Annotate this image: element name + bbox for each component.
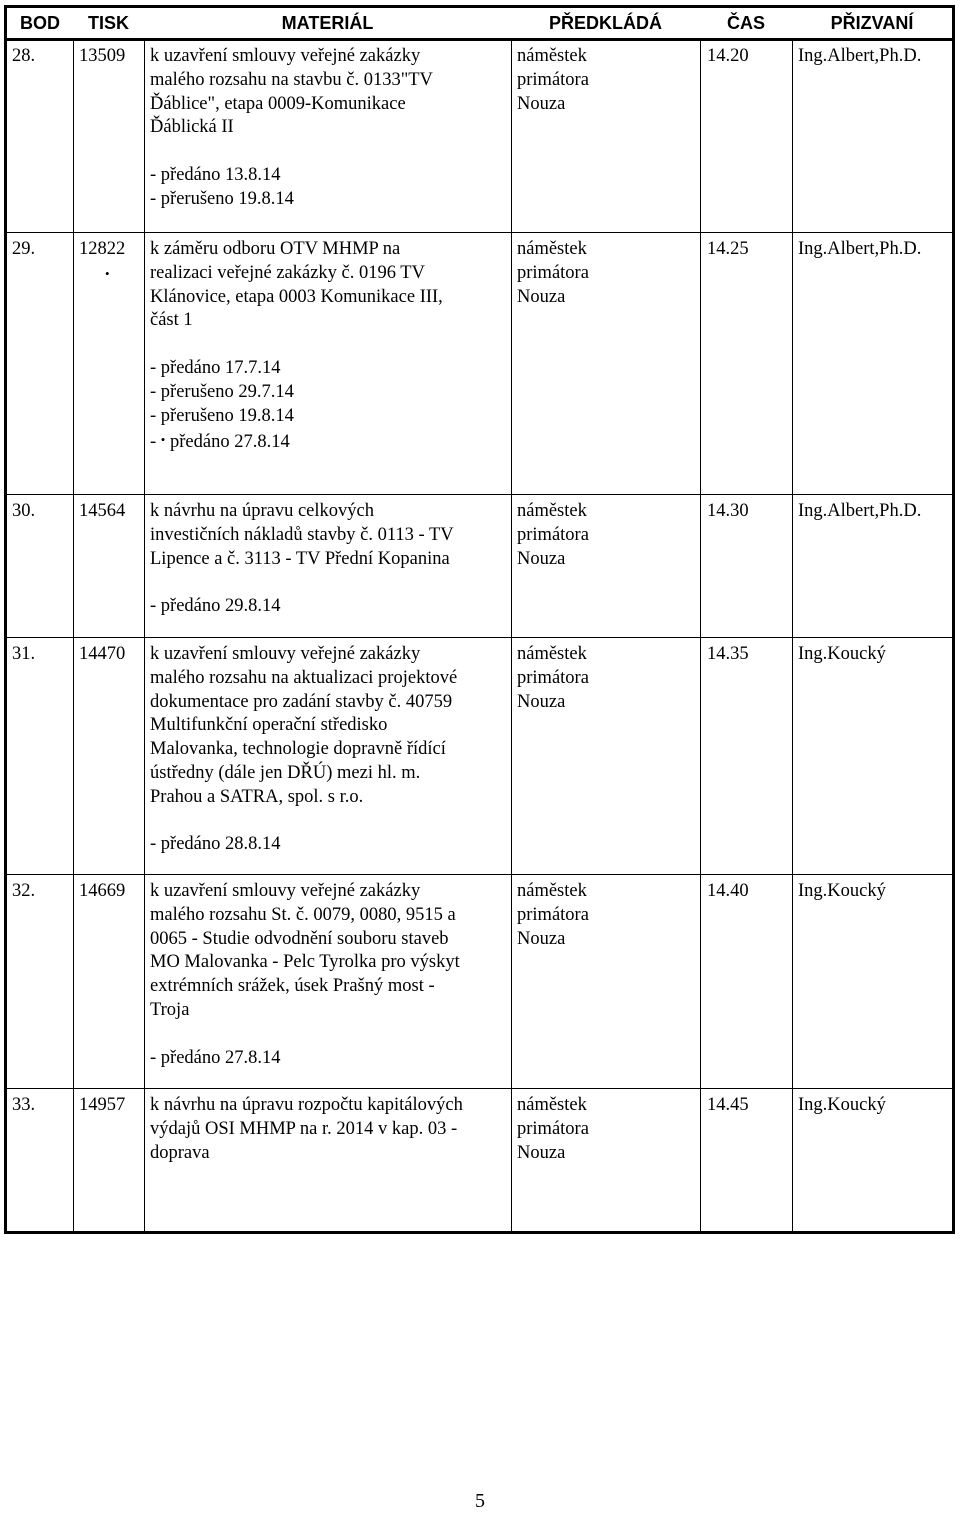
- table-row: [7, 41, 952, 232]
- bullet-mark: •: [160, 432, 166, 448]
- predklada-cell: [517, 500, 589, 571]
- material-line: Klánovice, etapa 0003 Komunikace III,: [150, 286, 443, 307]
- material-line: k uzavření smlouvy veřejné zakázky: [150, 644, 421, 664]
- table-row: [7, 874, 952, 1089]
- material-cell: [150, 500, 454, 619]
- material-line: výdajů OSI MHMP na r. 2014 v kap. 03 -: [150, 1118, 458, 1139]
- material-line: dokumentace pro zadání stavby č. 40759: [150, 691, 453, 712]
- predklada-line: náměstek: [517, 501, 587, 521]
- predklada-cell: [517, 238, 589, 309]
- bod-cell: 30.: [12, 501, 36, 521]
- material-line: k záměru odboru OTV MHMP na: [150, 239, 401, 259]
- predklada-line: Nouza: [517, 691, 566, 712]
- predklada-line: náměstek: [517, 239, 587, 259]
- predklada-cell: [517, 643, 589, 714]
- predklada-cell: [517, 880, 589, 951]
- predklada-line: Nouza: [517, 928, 566, 949]
- material-cell: [150, 238, 443, 455]
- material-line: realizaci veřejné zakázky č. 0196 TV: [150, 262, 425, 283]
- material-line: investičních nákladů stavby č. 0113 - TV: [150, 524, 454, 545]
- predklada-line: Nouza: [517, 93, 566, 114]
- cas-cell: 14.20: [707, 46, 749, 66]
- material-cell: [150, 1094, 463, 1165]
- material-line: Multifunkční operační středisko: [150, 715, 388, 736]
- material-line: extrémních srážek, úsek Prašný most -: [150, 976, 435, 997]
- tisk-cell: 14470: [79, 644, 126, 664]
- tisk-cell: 14669: [79, 881, 126, 901]
- material-line: MO Malovanka - Pelc Tyrolka pro výskyt: [150, 952, 460, 973]
- material-line: k uzavření smlouvy veřejné zakázky: [150, 881, 421, 901]
- material-line: Troja: [150, 999, 190, 1020]
- material-line: k návrhu na úpravu celkových: [150, 501, 374, 521]
- prizvani-cell: Ing.Koucký: [798, 881, 886, 901]
- bod-cell: 29.: [12, 239, 36, 259]
- material-line: doprava: [150, 1142, 210, 1163]
- material-line: Prahou a SATRA, spol. s r.o.: [150, 786, 364, 807]
- bod-cell: 31.: [12, 644, 36, 664]
- note-dash: -: [150, 432, 157, 453]
- agenda-table: [4, 5, 955, 1234]
- table-row: [7, 232, 952, 495]
- prizvani-cell: Ing.Albert,Ph.D.: [798, 501, 922, 521]
- material-line: malého rozsahu na aktualizaci projektové: [150, 667, 458, 688]
- predklada-line: náměstek: [517, 881, 587, 901]
- prizvani-cell: Ing.Albert,Ph.D.: [798, 46, 922, 66]
- status-note: - předáno 13.8.14: [150, 164, 281, 185]
- bod-cell: 28.: [12, 46, 36, 66]
- bod-cell: 33.: [12, 1095, 36, 1115]
- predklada-line: primátora: [517, 524, 589, 545]
- predklada-line: primátora: [517, 667, 589, 688]
- tisk-number: 12822: [79, 239, 126, 259]
- material-line: ústředny (dále jen DŘÚ) mezi hl. m.: [150, 762, 421, 783]
- predklada-line: náměstek: [517, 644, 587, 664]
- predklada-line: primátora: [517, 904, 589, 925]
- prizvani-cell: Ing.Koucký: [798, 644, 886, 664]
- page-number: 5: [475, 1490, 485, 1512]
- predklada-line: primátora: [517, 69, 589, 90]
- prizvani-cell: Ing.Albert,Ph.D.: [798, 239, 922, 259]
- header-prizvani: PŘIZVANÍ: [830, 13, 914, 33]
- table-row: [7, 1088, 952, 1232]
- header-cas: ČAS: [726, 13, 765, 33]
- material-line: Ďáblická II: [150, 117, 234, 138]
- material-line: malého rozsahu St. č. 0079, 0080, 9515 a: [150, 904, 456, 925]
- status-note: - předáno 17.7.14: [150, 357, 281, 378]
- note-text: předáno 27.8.14: [169, 432, 290, 453]
- material-line: část 1: [150, 310, 193, 331]
- predklada-line: náměstek: [517, 46, 587, 66]
- table-row: [7, 637, 952, 875]
- tisk-cell: 14564: [79, 501, 126, 521]
- material-line: k návrhu na úpravu rozpočtu kapitálových: [150, 1095, 463, 1115]
- material-cell: [150, 643, 457, 857]
- material-cell: [150, 45, 433, 212]
- table-header: [7, 8, 952, 41]
- header-material: MATERIÁL: [281, 13, 374, 33]
- header-bod: BOD: [20, 13, 60, 33]
- material-line: Ďáblice", etapa 0009-Komunikace: [150, 93, 406, 114]
- predklada-line: primátora: [517, 1118, 589, 1139]
- cas-cell: 14.45: [707, 1095, 749, 1115]
- predklada-line: Nouza: [517, 1142, 566, 1163]
- cas-cell: 14.40: [707, 881, 749, 901]
- material-cell: [150, 880, 460, 1070]
- header-predklada: PŘEDKLÁDÁ: [548, 13, 662, 33]
- tisk-cell: 14957: [79, 1095, 126, 1115]
- status-note: - přerušeno 19.8.14: [150, 405, 294, 426]
- material-line: malého rozsahu na stavbu č. 0133"TV: [150, 69, 433, 90]
- table-row: [7, 494, 952, 638]
- tisk-cell: 13509: [79, 46, 126, 66]
- status-note: - přerušeno 29.7.14: [150, 381, 294, 402]
- status-note: - předáno 29.8.14: [150, 596, 281, 617]
- predklada-cell: [517, 45, 589, 116]
- material-line: 0065 - Studie odvodnění souboru staveb: [150, 928, 449, 949]
- material-line: Malovanka, technologie dopravně řídící: [150, 739, 446, 760]
- bullet-mark: •: [105, 265, 110, 281]
- cas-cell: 14.35: [707, 644, 749, 664]
- status-note: [150, 428, 443, 455]
- status-note: - přerušeno 19.8.14: [150, 188, 294, 209]
- predklada-line: náměstek: [517, 1095, 587, 1115]
- prizvani-cell: Ing.Koucký: [798, 1095, 886, 1115]
- status-note: - předáno 28.8.14: [150, 834, 281, 855]
- cas-cell: 14.30: [707, 501, 749, 521]
- bod-cell: 32.: [12, 881, 36, 901]
- header-tisk: TISK: [87, 13, 129, 33]
- status-note: - předáno 27.8.14: [150, 1047, 281, 1068]
- material-line: k uzavření smlouvy veřejné zakázky: [150, 46, 421, 66]
- predklada-line: Nouza: [517, 286, 566, 307]
- predklada-line: Nouza: [517, 548, 566, 569]
- tisk-cell: [79, 238, 125, 289]
- predklada-cell: [517, 1094, 589, 1165]
- material-line: Lipence a č. 3113 - TV Přední Kopanina: [150, 548, 450, 569]
- cas-cell: 14.25: [707, 239, 749, 259]
- predklada-line: primátora: [517, 262, 589, 283]
